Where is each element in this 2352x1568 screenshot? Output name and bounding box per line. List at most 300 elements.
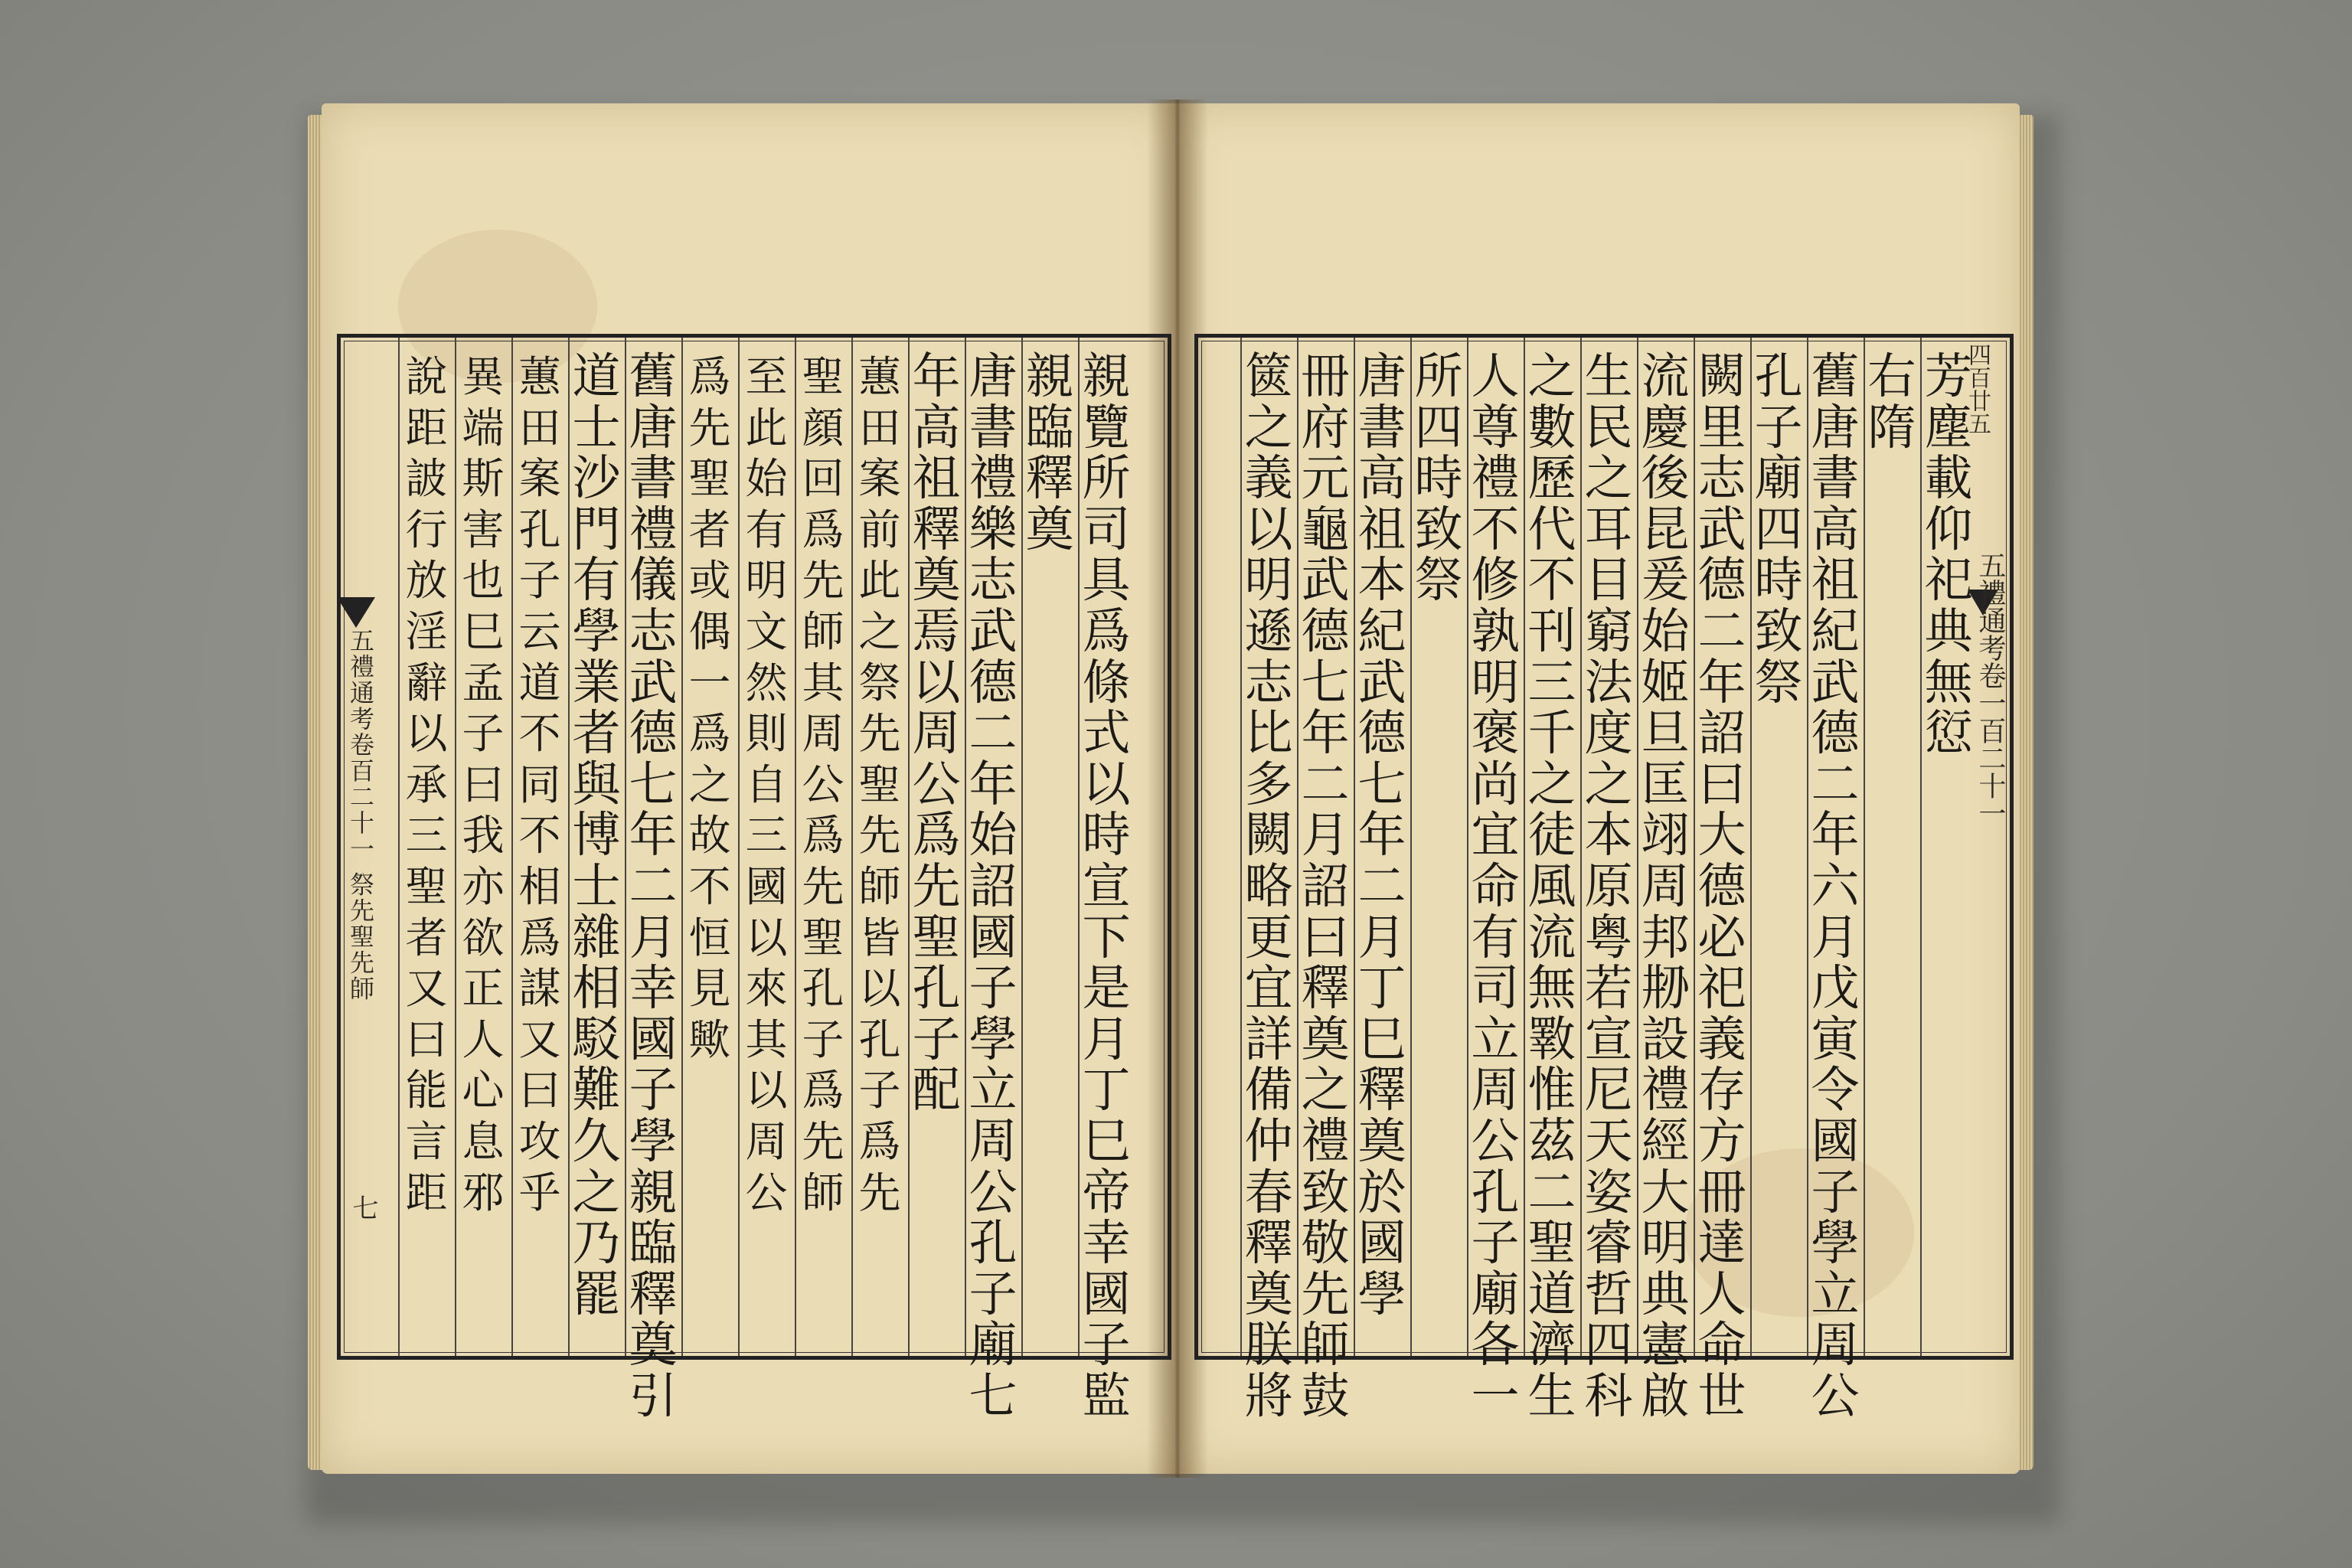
banxin-title: 五禮通考卷百二十一 祭先聖先師	[346, 628, 375, 1002]
text-column	[966, 348, 1020, 1424]
character: 式	[1082, 705, 1131, 762]
character: 顔	[802, 403, 844, 452]
character: 學	[572, 603, 621, 659]
character: 司	[1082, 501, 1131, 557]
character: 元	[1301, 450, 1350, 507]
character: 唐	[1811, 399, 1860, 456]
character: 志	[629, 603, 678, 659]
character: 詔	[969, 858, 1018, 914]
character: 春	[1244, 1164, 1293, 1220]
character: 士	[572, 399, 621, 456]
character: 爲	[912, 807, 961, 864]
character: 爲	[802, 811, 844, 861]
character: 釋	[1244, 1215, 1293, 1272]
character: 右	[1867, 348, 1916, 404]
character: 目	[1584, 552, 1633, 609]
character: 乃	[572, 1215, 621, 1272]
character: 徒	[1527, 807, 1576, 864]
character: 時	[1414, 450, 1463, 507]
character: 雜	[572, 909, 621, 965]
character: 禮	[1301, 1112, 1350, 1169]
character: 公	[912, 756, 961, 812]
character: 公	[745, 1168, 788, 1217]
character: 原	[1584, 858, 1633, 914]
character: 武	[1301, 552, 1350, 609]
character: 德	[1301, 603, 1350, 659]
column-rule	[1864, 338, 1865, 1356]
character: 紀	[1811, 603, 1860, 659]
character: 一	[688, 658, 731, 707]
character: 蕙	[858, 352, 901, 401]
character: 冊	[1697, 1164, 1746, 1220]
character: 子	[1811, 1164, 1860, 1220]
character: 義	[1697, 1011, 1746, 1067]
character: 風	[1527, 858, 1576, 914]
character: 奠	[1025, 501, 1074, 557]
character: 書	[629, 450, 678, 507]
character: 周	[745, 1116, 788, 1166]
page-top-label: 四百廿五	[1964, 343, 1991, 435]
fish-tail-mark	[337, 597, 375, 628]
character: 曰	[405, 1014, 448, 1064]
character: 奠	[629, 1317, 678, 1374]
character: 更	[1244, 909, 1293, 965]
character: 學	[1811, 1215, 1860, 1272]
character: 尊	[1471, 399, 1520, 456]
character: 祀	[1697, 960, 1746, 1017]
character: 國	[969, 909, 1018, 965]
character: 以	[405, 709, 448, 759]
character: 則	[745, 709, 788, 759]
character: 云	[518, 606, 561, 656]
character: 文	[745, 606, 788, 656]
character: 臨	[1025, 399, 1074, 456]
character: 先	[858, 811, 901, 861]
character: 丁	[1082, 1062, 1131, 1119]
character: 設	[1641, 1011, 1690, 1067]
character: 子	[802, 1014, 844, 1064]
character: 業	[572, 654, 621, 710]
character: 不	[688, 861, 731, 911]
character: 者	[572, 705, 621, 762]
character: 二	[1697, 603, 1746, 659]
character: 芳	[1924, 348, 1973, 404]
character: 周	[802, 709, 844, 759]
character: 朕	[1244, 1317, 1293, 1374]
character: 高	[912, 399, 961, 456]
character: 流	[1527, 909, 1576, 965]
character: 憲	[1641, 1317, 1690, 1374]
character: 年	[1301, 705, 1350, 762]
character: 幸	[629, 960, 678, 1017]
character: 之	[688, 760, 731, 809]
character: 祀	[1924, 552, 1973, 609]
character: 廟	[1471, 1266, 1520, 1322]
character: 國	[1357, 1215, 1406, 1272]
character: 三	[405, 811, 448, 861]
character: 國	[1082, 1266, 1131, 1322]
text-column	[740, 351, 793, 1218]
character: 詔	[1301, 858, 1350, 914]
character: 聖	[858, 760, 901, 809]
character: 德	[1811, 705, 1860, 762]
character: 生	[1527, 1367, 1576, 1424]
character: 皆	[858, 913, 901, 962]
character: 度	[1584, 705, 1633, 762]
character: 二	[969, 705, 1018, 762]
character: 大	[1641, 1164, 1690, 1220]
character: 先	[802, 556, 844, 606]
character: 窮	[1584, 603, 1633, 659]
character: 聖	[802, 352, 844, 401]
character: 備	[1244, 1062, 1293, 1119]
character: 又	[405, 964, 448, 1014]
character: 典	[1924, 603, 1973, 659]
character: 里	[1697, 399, 1746, 456]
character: 翊	[1641, 807, 1690, 864]
character: 案	[518, 454, 561, 504]
text-column	[1525, 348, 1579, 1424]
character: 辭	[405, 658, 448, 707]
character: 曰	[518, 1066, 561, 1116]
character: 爲	[802, 1066, 844, 1116]
character: 有	[745, 505, 788, 554]
character: 年	[1357, 807, 1406, 864]
character: 行	[405, 505, 448, 554]
character: 命	[1471, 858, 1520, 914]
character: 宜	[1471, 807, 1520, 864]
character: 尚	[1471, 756, 1520, 812]
character: 略	[1244, 858, 1293, 914]
character: 親	[1082, 348, 1131, 404]
character: 濟	[1527, 1317, 1576, 1374]
character: 難	[572, 1062, 621, 1119]
character: 子	[912, 1011, 961, 1067]
character: 月	[1811, 909, 1860, 965]
text-column	[683, 351, 737, 1065]
character: 釋	[1025, 450, 1074, 507]
character: 見	[688, 964, 731, 1014]
character: 明	[745, 556, 788, 606]
text-column	[1355, 348, 1409, 1322]
character: 駁	[572, 1011, 621, 1067]
character: 明	[1641, 1215, 1690, 1272]
character: 爲	[858, 1116, 901, 1166]
character: 愆	[1924, 705, 1973, 762]
character: 人	[1697, 1266, 1746, 1322]
character: 睿	[1584, 1215, 1633, 1272]
character: 生	[1584, 348, 1633, 404]
character: 子	[969, 1266, 1018, 1322]
text-column	[853, 351, 906, 1218]
character: 武	[1357, 654, 1406, 710]
character: 於	[1357, 1164, 1406, 1220]
character: 粤	[1584, 909, 1633, 965]
character: 祭	[858, 658, 901, 707]
text-column	[626, 348, 680, 1424]
character: 志	[1697, 450, 1746, 507]
character: 廟	[969, 1317, 1018, 1374]
character: 欲	[462, 913, 505, 962]
character: 周	[1471, 1062, 1520, 1119]
character: 比	[1244, 705, 1293, 762]
character: 褒	[1471, 705, 1520, 762]
character: 之	[1527, 348, 1576, 404]
character: 年	[912, 348, 961, 404]
character: 以	[858, 964, 901, 1014]
character: 師	[802, 606, 844, 656]
character: 先	[802, 1116, 844, 1166]
character: 鼓	[1301, 1367, 1350, 1424]
character: 相	[518, 861, 561, 911]
character: 公	[969, 1164, 1018, 1220]
character: 六	[1811, 858, 1860, 914]
character: 有	[572, 552, 621, 609]
character: 焉	[912, 603, 961, 659]
character: 乎	[518, 1168, 561, 1217]
character: 各	[1471, 1317, 1520, 1374]
character: 大	[1697, 807, 1746, 864]
character: 爲	[802, 505, 844, 554]
character: 者	[688, 505, 731, 554]
character: 子	[1471, 1215, 1520, 1272]
character: 始	[1641, 603, 1690, 659]
character: 宣	[1584, 1011, 1633, 1067]
text-column	[796, 351, 850, 1218]
character: 法	[1584, 654, 1633, 710]
character: 所	[1082, 450, 1131, 507]
character: 承	[405, 760, 448, 809]
character: 子	[969, 960, 1018, 1017]
character: 舊	[629, 348, 678, 404]
character: 此	[745, 403, 788, 452]
character: 周	[1811, 1317, 1860, 1374]
character: 一	[1471, 1367, 1520, 1424]
character: 周	[969, 1112, 1018, 1169]
character: 以	[1244, 501, 1293, 557]
character: 以	[1082, 756, 1131, 812]
character: 存	[1697, 1062, 1746, 1119]
character: 引	[629, 1367, 678, 1424]
character: 奠	[1357, 1112, 1406, 1169]
character: 茲	[1527, 1112, 1576, 1169]
character: 聖	[688, 454, 731, 504]
character: 代	[1527, 501, 1576, 557]
character: 哲	[1584, 1266, 1633, 1322]
character: 無	[1924, 654, 1973, 710]
character: 三	[745, 811, 788, 861]
character: 監	[1082, 1367, 1131, 1424]
character: 奠	[912, 552, 961, 609]
character: 斯	[462, 454, 505, 504]
character: 年	[629, 807, 678, 864]
character: 修	[1471, 552, 1520, 609]
text-column	[1638, 348, 1692, 1424]
left-text-frame	[337, 334, 1171, 1424]
character: 學	[629, 1112, 678, 1169]
character: 攻	[518, 1116, 561, 1166]
character: 淫	[405, 606, 448, 656]
character: 年	[1811, 807, 1860, 864]
character: 科	[1584, 1367, 1633, 1424]
character: 二	[1357, 858, 1406, 914]
character: 歟	[688, 1014, 731, 1064]
character: 子	[858, 1066, 901, 1116]
text-column	[1412, 348, 1465, 609]
character: 其	[745, 1014, 788, 1064]
character: 之	[572, 1164, 621, 1220]
character: 異	[462, 352, 505, 401]
character: 國	[1811, 1112, 1860, 1169]
character: 仲	[1244, 1112, 1293, 1169]
character: 士	[572, 858, 621, 914]
character: 周	[1641, 858, 1690, 914]
character: 命	[1697, 1317, 1746, 1374]
character: 義	[1244, 450, 1293, 507]
character: 武	[629, 654, 678, 710]
character: 七	[629, 756, 678, 812]
character: 唐	[1357, 348, 1406, 404]
character: 前	[858, 505, 901, 554]
character: 周	[912, 705, 961, 762]
character: 子	[629, 1062, 678, 1119]
text-column	[1298, 348, 1352, 1424]
character: 月	[1082, 1011, 1131, 1067]
character: 先	[858, 709, 901, 759]
character: 二	[1811, 756, 1860, 812]
character: 無	[1527, 960, 1576, 1017]
text-column	[1695, 348, 1749, 1424]
character: 此	[858, 556, 901, 606]
character: 具	[1082, 552, 1131, 609]
character: 放	[405, 556, 448, 606]
page-number: 七	[348, 1194, 378, 1220]
character: 流	[1641, 348, 1690, 404]
character: 釋	[1301, 960, 1350, 1017]
character: 四	[1754, 501, 1803, 557]
character: 人	[462, 1014, 505, 1064]
character: 人	[1471, 348, 1520, 404]
character: 害	[462, 505, 505, 554]
text-column	[1242, 348, 1295, 1424]
character: 巳	[1082, 1112, 1131, 1169]
character: 爲	[518, 913, 561, 962]
character: 釋	[1357, 1062, 1406, 1119]
character: 慶	[1641, 399, 1690, 456]
character: 惟	[1527, 1062, 1576, 1119]
character: 德	[969, 654, 1018, 710]
character: 道	[518, 658, 561, 707]
character: 先	[1301, 1266, 1350, 1322]
character: 公	[1811, 1367, 1860, 1424]
character: 師	[858, 861, 901, 911]
character: 明	[1471, 654, 1520, 710]
character: 回	[802, 454, 844, 504]
character: 祭	[1754, 654, 1803, 710]
character: 師	[802, 1168, 844, 1217]
character: 丁	[1357, 960, 1406, 1017]
character: 也	[462, 556, 505, 606]
character: 寅	[1811, 1011, 1860, 1067]
character: 先	[688, 403, 731, 452]
character: 孔	[802, 964, 844, 1014]
character: 德	[1697, 858, 1746, 914]
character: 舊	[1811, 348, 1860, 404]
character: 巳	[1357, 1011, 1406, 1067]
character: 詔	[1697, 705, 1746, 762]
character: 心	[462, 1066, 505, 1116]
character: 有	[1471, 909, 1520, 965]
character: 詖	[405, 454, 448, 504]
character: 令	[1811, 1062, 1860, 1119]
character: 致	[1414, 501, 1463, 557]
character: 數	[1527, 399, 1576, 456]
character: 書	[1811, 450, 1860, 507]
character: 斁	[1527, 1011, 1576, 1067]
character: 廟	[1754, 450, 1803, 507]
character: 親	[629, 1164, 678, 1220]
character: 民	[1584, 399, 1633, 456]
character: 隋	[1867, 399, 1916, 456]
character: 龜	[1301, 501, 1350, 557]
character: 爲	[1082, 603, 1131, 659]
character: 孰	[1471, 603, 1520, 659]
character: 久	[572, 1112, 621, 1169]
character: 唐	[969, 348, 1018, 404]
character: 始	[969, 807, 1018, 864]
character: 然	[745, 658, 788, 707]
character: 曰	[462, 760, 505, 809]
character: 公	[1471, 1112, 1520, 1169]
character: 祖	[912, 450, 961, 507]
character: 樂	[969, 501, 1018, 557]
character: 闕	[1697, 348, 1746, 404]
character: 塵	[1924, 399, 1973, 456]
character: 孔	[969, 1215, 1018, 1272]
character: 典	[1641, 1266, 1690, 1322]
character: 歷	[1527, 450, 1576, 507]
character: 來	[745, 964, 788, 1014]
character: 月	[629, 909, 678, 965]
character: 致	[1754, 603, 1803, 659]
character: 恒	[688, 913, 731, 962]
character: 禮	[1641, 1062, 1690, 1119]
character: 不	[518, 709, 561, 759]
text-column	[1023, 348, 1076, 557]
character: 禮	[969, 450, 1018, 507]
character: 與	[572, 756, 621, 812]
character: 明	[1244, 552, 1293, 609]
character: 二	[1301, 756, 1350, 812]
character: 府	[1301, 399, 1350, 456]
character: 之	[1584, 756, 1633, 812]
character: 月	[1357, 909, 1406, 965]
character: 偶	[688, 606, 731, 656]
character: 是	[1082, 960, 1131, 1017]
character: 息	[462, 1116, 505, 1166]
character: 門	[572, 501, 621, 557]
character: 刊	[1527, 603, 1576, 659]
character: 其	[802, 658, 844, 707]
character: 田	[518, 403, 561, 452]
character: 若	[1584, 960, 1633, 1017]
right-page-edges	[2018, 115, 2034, 1470]
character: 國	[745, 861, 788, 911]
character: 道	[572, 348, 621, 404]
character: 七	[1301, 654, 1350, 710]
character: 孔	[858, 1014, 901, 1064]
character: 自	[745, 760, 788, 809]
